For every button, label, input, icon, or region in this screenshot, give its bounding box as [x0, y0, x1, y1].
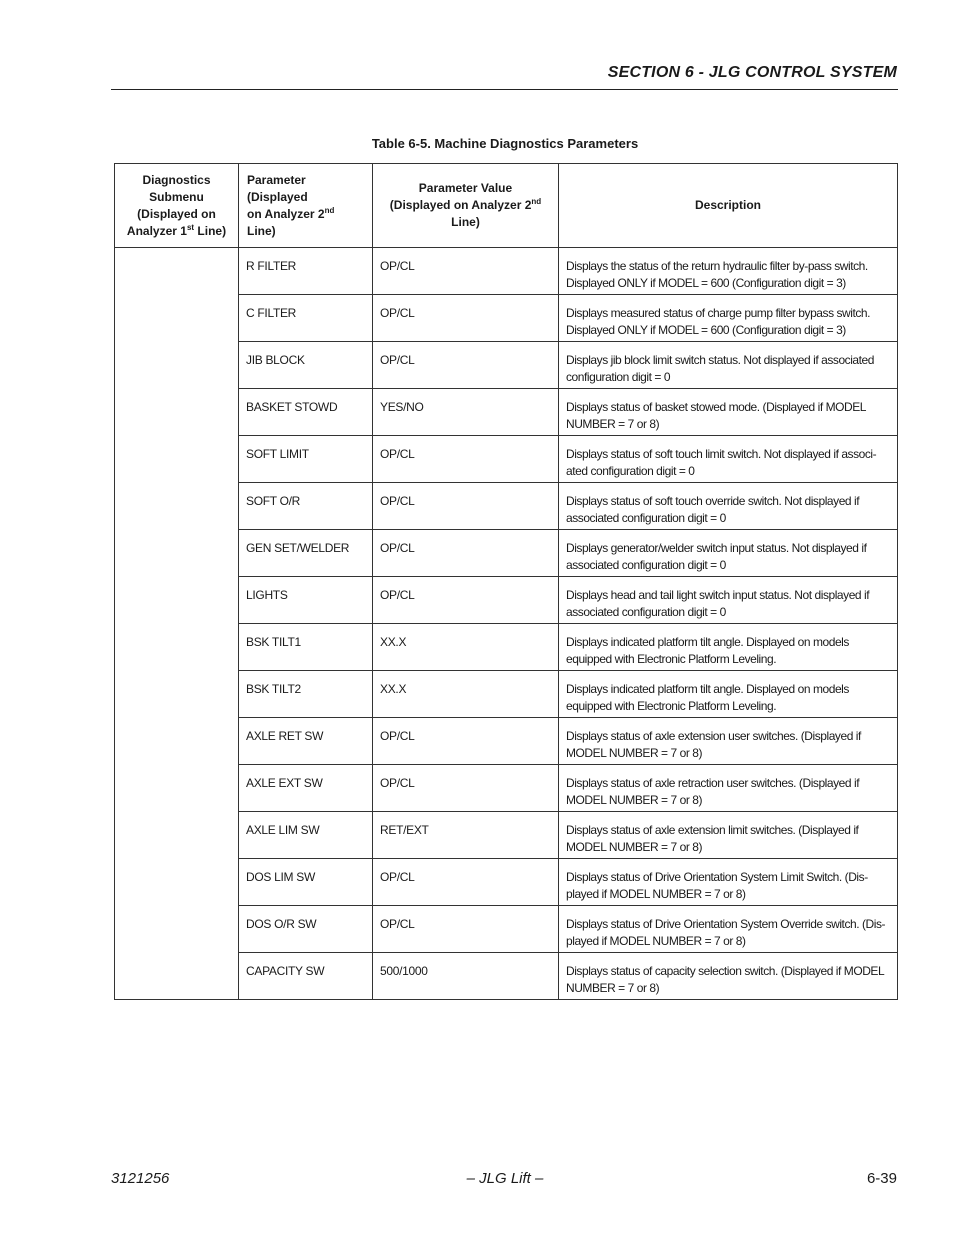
parameter-cell: JIB BLOCK — [239, 342, 373, 389]
parameter-cell: BSK TILT2 — [239, 671, 373, 718]
header-divider — [111, 89, 898, 90]
table-header-row — [115, 164, 898, 248]
parameter-cell: AXLE RET SW — [239, 718, 373, 765]
value-cell: 500/1000 — [373, 953, 559, 1000]
footer-page-number: 6-39 — [866, 1170, 897, 1187]
header-value: Parameter Value (Displayed on Analyzer 2nd Line) — [373, 164, 559, 248]
description-cell: Displays status of axle retraction user switches. (Displayed if MODEL NUMBER = 7 or 8) — [559, 765, 898, 812]
description-cell: Displays status of soft touch override switch. Not displayed if associated configuration digit = 0 — [559, 483, 898, 530]
description-cell: Displays indicated platform tilt angle. Displayed on models equipped with Electronic Platform Leveling. — [559, 624, 898, 671]
parameter-cell: BSK TILT1 — [239, 624, 373, 671]
value-cell: YES/NO — [373, 389, 559, 436]
parameter-cell: DOS O/R SW — [239, 906, 373, 953]
parameter-cell: GEN SET/WELDER — [239, 530, 373, 577]
description-cell: Displays status of Drive Orientation System Override switch. (Dis-played if MODEL NUMBER = 7 or 8) — [559, 906, 898, 953]
parameter-cell: AXLE LIM SW — [239, 812, 373, 859]
value-cell: OP/CL — [373, 436, 559, 483]
value-cell: OP/CL — [373, 295, 559, 342]
description-cell: Displays generator/welder switch input status. Not displayed if associated configuration digit = 0 — [559, 530, 898, 577]
footer-brand: – JLG Lift – — [466, 1170, 544, 1187]
value-cell: OP/CL — [373, 530, 559, 577]
value-cell: OP/CL — [373, 906, 559, 953]
description-cell: Displays head and tail light switch input status. Not displayed if associated configuration digit = 0 — [559, 577, 898, 624]
description-cell: Displays jib block limit switch status. Not displayed if associated configuration digit = 0 — [559, 342, 898, 389]
parameter-cell: AXLE EXT SW — [239, 765, 373, 812]
footer-doc-number: 3121256 — [111, 1170, 170, 1187]
header-submenu: Diagnostics Submenu (Displayed on Analyzer 1st Line) — [115, 164, 239, 248]
description-cell: Displays status of soft touch limit switch. Not displayed if associ-ated configuration digit = 0 — [559, 436, 898, 483]
description-cell: Displays status of axle extension limit switches. (Displayed if MODEL NUMBER = 7 or 8) — [559, 812, 898, 859]
value-cell: OP/CL — [373, 483, 559, 530]
value-cell: OP/CL — [373, 577, 559, 624]
description-cell: Displays status of axle extension user switches. (Displayed if MODEL NUMBER = 7 or 8) — [559, 718, 898, 765]
value-cell: RET/EXT — [373, 812, 559, 859]
description-cell: Displays status of capacity selection switch. (Displayed if MODEL NUMBER = 7 or 8) — [559, 953, 898, 1000]
value-cell: OP/CL — [373, 248, 559, 295]
description-cell: Displays measured status of charge pump filter bypass switch. Displayed ONLY if MODEL = 600 (Configuration digit = 3) — [559, 295, 898, 342]
value-cell: OP/CL — [373, 859, 559, 906]
value-cell: XX.X — [373, 671, 559, 718]
parameter-cell: BASKET STOWD — [239, 389, 373, 436]
diagnostics-table — [114, 163, 898, 1000]
table-caption: Table 6-5. Machine Diagnostics Parameters — [371, 136, 639, 151]
parameter-cell: CAPACITY SW — [239, 953, 373, 1000]
value-cell: XX.X — [373, 624, 559, 671]
parameter-cell: LIGHTS — [239, 577, 373, 624]
parameter-cell: SOFT LIMIT — [239, 436, 373, 483]
parameter-cell: R FILTER — [239, 248, 373, 295]
value-cell: OP/CL — [373, 342, 559, 389]
description-cell: Displays status of basket stowed mode. (Displayed if MODEL NUMBER = 7 or 8) — [559, 389, 898, 436]
value-cell: OP/CL — [373, 765, 559, 812]
description-cell: Displays indicated platform tilt angle. Displayed on models equipped with Electronic Platform Leveling. — [559, 671, 898, 718]
description-cell: Displays the status of the return hydraulic filter by-pass switch. Displayed ONLY if MODEL = 600 (Configuration digit = 3) — [559, 248, 898, 295]
section-title: SECTION 6 - JLG CONTROL SYSTEM — [607, 64, 897, 81]
value-cell: OP/CL — [373, 718, 559, 765]
parameter-cell: DOS LIM SW — [239, 859, 373, 906]
parameter-cell: SOFT O/R — [239, 483, 373, 530]
header-description: Description — [559, 164, 898, 248]
table-row — [115, 248, 898, 295]
parameter-cell: C FILTER — [239, 295, 373, 342]
description-cell: Displays status of Drive Orientation System Limit Switch. (Dis-played if MODEL NUMBER = 7 or 8) — [559, 859, 898, 906]
header-parameter: Parameter (Displayed on Analyzer 2nd Line) — [239, 164, 373, 248]
submenu-cell — [115, 248, 239, 1000]
